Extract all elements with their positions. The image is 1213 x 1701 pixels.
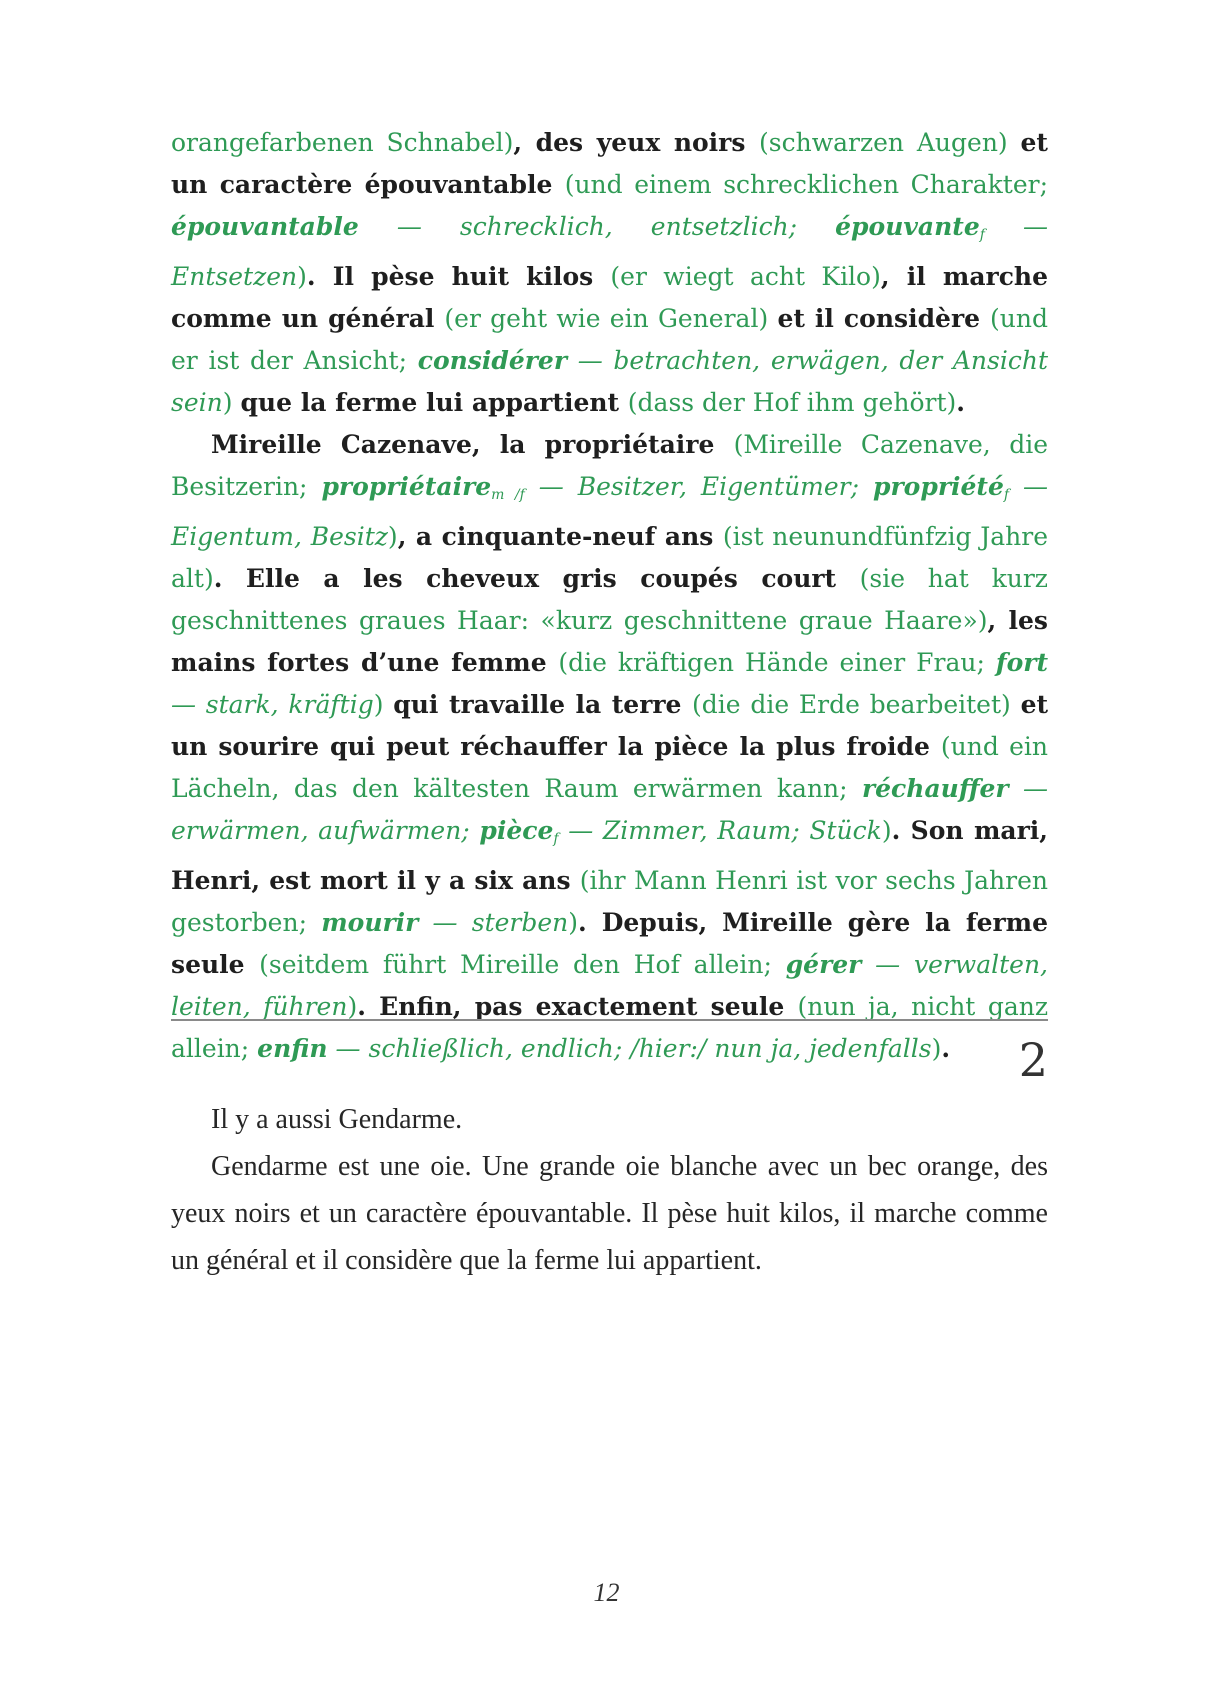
- chapter-number: 2: [1018, 1033, 1048, 1087]
- german-translation: — Besitzer, Eigentümer;: [524, 472, 874, 501]
- german-translation: (er wiegt acht Kilo): [610, 262, 881, 291]
- german-translation: — Entsetzen: [171, 212, 1048, 291]
- german-translation: ): [297, 262, 307, 291]
- german-translation: (und einem schrecklichen Charakter;: [564, 170, 1048, 199]
- german-translation: ): [347, 992, 358, 1021]
- german-translation: — erwärmen, aufwärmen;: [171, 774, 1048, 845]
- german-translation: — schließlich, endlich; /hier:/ nun ja, jedenfalls: [327, 1034, 932, 1063]
- french-text: , les mains fortes d’une femme: [171, 606, 1048, 677]
- french-text: . Il pèse huit kilos: [306, 262, 611, 291]
- german-translation: (schwarzen Augen): [759, 128, 1021, 157]
- headword: mourir: [321, 908, 419, 937]
- german-translation: — Zimmer, Raum; Stück: [558, 816, 882, 845]
- french-text: . Depuis, Mireille gère la ferme seule: [171, 908, 1049, 979]
- headword: fort: [995, 648, 1048, 677]
- german-translation: (die kräftigen Hände einer Frau;: [558, 648, 996, 677]
- french-text: Mireille Cazenave, la propriétaire: [211, 430, 734, 459]
- french-text: et un sourire qui peut réchauffer la pièce la plus froide: [171, 690, 1049, 761]
- headword: gérer: [785, 950, 862, 979]
- headword: propriété: [873, 472, 1004, 501]
- gender-marker: f: [553, 831, 559, 847]
- german-translation: (sie hat kurz geschnittenes graues Haar: «kurz geschnittene graue Haare»): [171, 564, 1048, 635]
- headword: réchauffer: [861, 774, 1009, 803]
- german-translation: (er geht wie ein General): [444, 304, 778, 333]
- headword: épouvante: [835, 212, 980, 241]
- german-translation: (seitdem führt Mireille den Hof allein;: [259, 950, 786, 979]
- annotated-paragraph-2: [171, 424, 1048, 1070]
- german-translation: (ihr Mann Henri ist vor sechs Jahren gestorben;: [171, 866, 1048, 937]
- german-translation: ): [222, 388, 241, 417]
- german-translation: ): [881, 816, 892, 845]
- headword: épouvantable: [171, 212, 359, 241]
- german-translation: (die die Erde bearbeitet): [692, 690, 1021, 719]
- german-translation: — verwalten, leiten, führen: [171, 950, 1048, 1021]
- german-translation: — sterben: [418, 908, 569, 937]
- french-text: que la ferme lui appartient: [240, 388, 628, 417]
- german-translation: — stark, kräftig: [171, 690, 374, 719]
- headword: pièce: [479, 816, 554, 845]
- german-translation: ): [373, 690, 394, 719]
- annotated-text-block: [171, 122, 1048, 1070]
- german-translation: (ist neunundfünfzig Jahre alt): [171, 522, 1048, 593]
- german-translation: — schrecklich, entsetzlich;: [358, 212, 836, 241]
- french-text: .: [941, 1034, 951, 1063]
- french-text: . Elle a les cheveux gris coupés court: [213, 564, 860, 593]
- original-text-block: [171, 1096, 1048, 1284]
- german-translation: (Mireille Cazenave, die Besitzerin;: [171, 430, 1048, 501]
- gender-marker: f: [979, 227, 985, 243]
- section-divider: [171, 1019, 1048, 1021]
- french-text: , il marche comme un général: [171, 262, 1049, 333]
- german-translation: (dass der Hof ihm gehört): [627, 388, 957, 417]
- original-paragraph-1: Il y a aussi Gendarme.: [211, 1104, 463, 1135]
- annotated-paragraph-1: [171, 122, 1048, 424]
- french-text: . Enfin, pas exactement seule: [357, 992, 798, 1021]
- german-translation: orangefarbenen Schnabel): [171, 128, 514, 157]
- german-translation: — betrachten, erwägen, der Ansicht sein: [171, 346, 1048, 417]
- german-translation: (und er ist der Ansicht;: [171, 304, 1049, 375]
- gender-marker: f: [1003, 487, 1010, 503]
- french-text: . Son mari, Henri, est mort il y a six ans: [171, 816, 1049, 895]
- french-text: et un caractère épouvantable: [171, 128, 1048, 199]
- french-text: , a cinquante-neuf ans: [397, 522, 723, 551]
- german-translation: ): [568, 908, 579, 937]
- german-translation: (nun ja, nicht ganz allein;: [171, 992, 1048, 1063]
- page-number: 12: [593, 1578, 620, 1607]
- headword: propriétaire: [321, 472, 492, 501]
- german-translation: ): [931, 1034, 942, 1063]
- french-text: .: [956, 388, 965, 417]
- original-paragraph-2: Gendarme est une oie. Une grande oie blanche avec un bec orange, des yeux noirs et un caractère épouvantable. Il pèse huit kilos, il marche comme un général et il considère que la ferme lui appartient.: [171, 1151, 1048, 1276]
- german-translation: — Eigentum, Besitz: [171, 472, 1049, 551]
- french-text: et il considère: [777, 304, 991, 333]
- french-text: qui travaille la terre: [393, 690, 692, 719]
- german-translation: ): [387, 522, 398, 551]
- french-text: , des yeux noirs: [513, 128, 760, 157]
- gender-marker: m /f: [491, 487, 525, 503]
- german-translation: (und ein Lächeln, das den kältesten Raum erwärmen kann;: [171, 732, 1048, 803]
- headword: considérer: [417, 346, 568, 375]
- headword: enfin: [257, 1034, 328, 1063]
